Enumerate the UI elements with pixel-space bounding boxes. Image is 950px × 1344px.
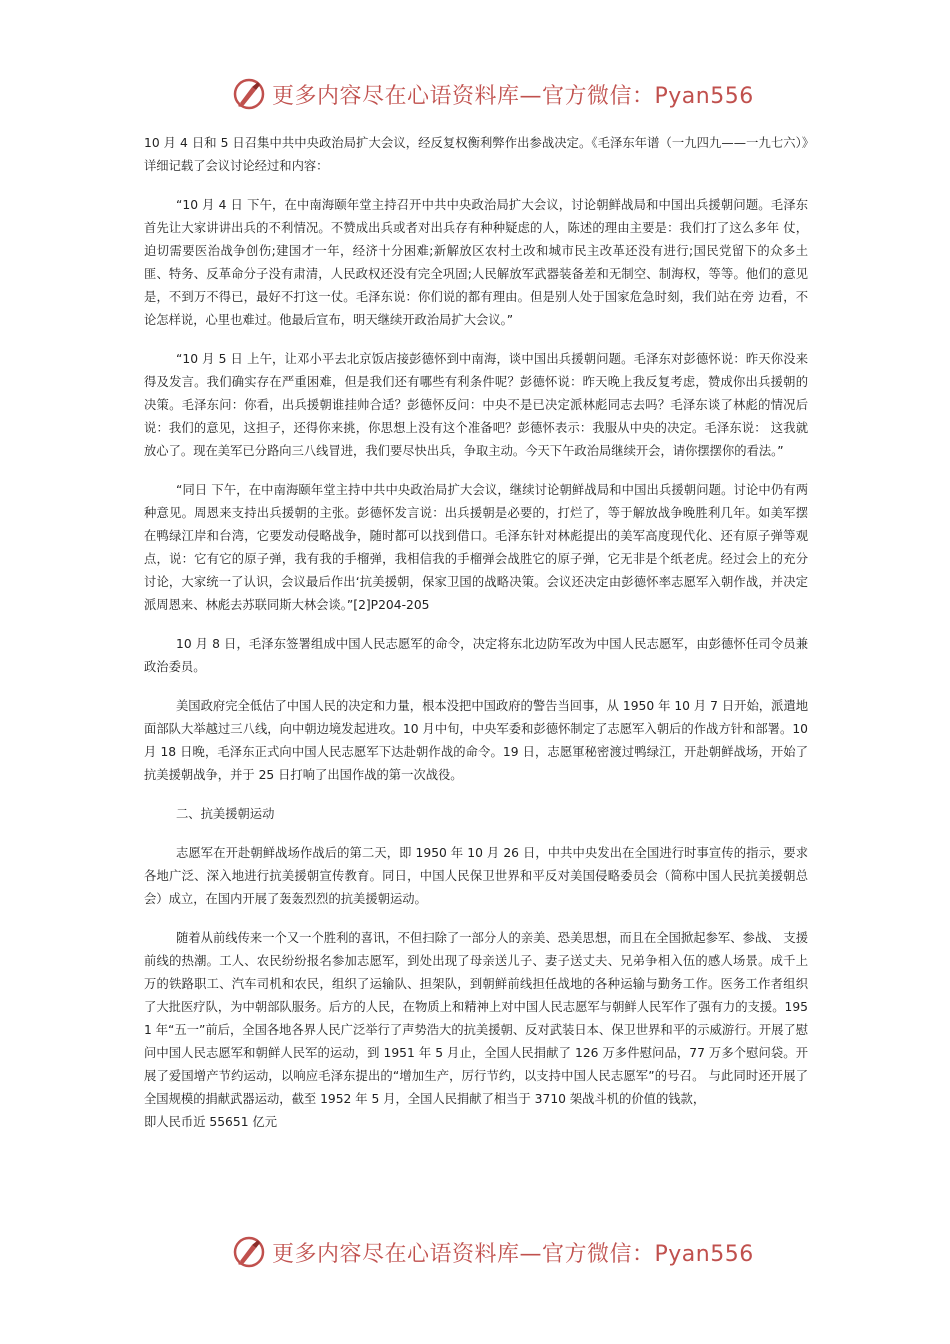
watermark-text: 更多内容尽在心语资料库—官方微信：Pyan556 [272,1242,754,1267]
paragraph-quote-oct5-afternoon: “同日 下午，在中南海颐年堂主持中共中央政治局扩大会议，继续讨论朝鲜战局和中国出兵援朝问题。讨论中仍有两种意见。周恩来支持出兵援朝的主张。彭德怀发言说：出兵援朝是必要的，打烂了，等于解放战争晚胜利几年。如美军摆在鸭绿江岸和台湾，它要发动侵略战争，随时都可以找到借口。毛泽东针对林彪提出的美军高度现代化、还有原子弹等观点，说：它有它的原子弹，我有我的手榴弹，我相信我的手榴弹会战胜它的原子弹，它无非是个纸老虎。经过会上的充分讨论，大家统一了认识，会议最后作出‘抗美援朝，保家卫国的战略决策。会议还决定由彭德怀率志愿军入朝作战，并决定派周恩来、林彪去苏联同斯大林会谈。”[2]P204-205 [144,483,808,612]
paragraph-oct8: 10 月 8 日，毛泽东签署组成中国人民志愿军的命令，决定将东北边防军改为中国人民志愿军，由彭德怀任司令员兼政治委员。 [144,637,808,674]
paragraph-quote-oct4: “10 月 4 日 下午，在中南海颐年堂主持召开中共中央政治局扩大会议，讨论朝鲜战局和中国出兵援朝问题。毛泽东首先让大家讲讲出兵的不利情况。不赞成出兵或者对出兵存有种种疑虑的人，陈述的理由主要是：我们打了这么多年 仗，迫切需要医治战争创伤;建国才一年，经济十分困难;新解放区农村土改和城市民主改革还没有进行;国民党留下的众多土匪、特务、反革命分子没有肃清，人民政权还没有完全巩固;人民解放军武器装备差和无制空、制海权，等等。他们的意见是，不到万不得已，最好不打这一仗。毛泽东说：你们说的都有理由。但是别人处于国家危急时刻，我们站在旁 边看，不论怎样说，心里也难过。他最后宣布，明天继续开政治局扩大会议。” [144,198,808,327]
paragraph-quote-oct5-morning: “10 月 5 日 上午，让邓小平去北京饭店接彭德怀到中南海，谈中国出兵援朝问题。毛泽东对彭德怀说：昨天你没来得及发言。我们确实存在严重困难，但是我们还有哪些有利条件呢？彭德怀说：昨天晚上我反复考虑，赞成你出兵援朝的决策。毛泽东问：你看，出兵援朝谁挂帅合适？彭德怀反问：中央不是已决定派林彪同志去吗？毛泽东谈了林彪的情况后说：我们的意见，这担子，还得你来挑，你思想上没有这个准备吧？彭德怀表示：我服从中央的决定。毛泽东说： 这我就放心了。现在美军已分路向三八线冒进，我们要尽快出兵，争取主动。今天下午政治局继续开会，请你摆摆你的看法。” [144,352,808,458]
watermark-footer [0,1232,950,1272]
watermark-header [0,74,950,114]
paragraph-us-advance: 美国政府完全低估了中国人民的决定和力量，根本没把中国政府的警告当回事，从 1950 年 10 月 7 日开始，派遣地面部队大举越过三八线，向中朝边境发起进攻。10 月中旬，中央军委和彭德怀制定了志愿军入朝后的作战方针和部署。10 月 18 日晚，毛泽东正式向中国人民志愿军下达赴朝作战的命令。19 日，志愿軍秘密渡过鸭绿江，开赴朝鲜战场，开始了抗美援朝战争，并于 25 日打响了出国作战的第一次战役。 [144,699,808,782]
brush-logo-icon [232,1235,266,1269]
paragraph-campaign-start: 志愿军在开赴朝鲜战场作战后的第二天，即 1950 年 10 月 26 日，中共中央发出在全国进行时事宣传的指示，要求各地广泛、深入地进行抗美援朝宣传教育。同日，中国人民保卫世界和平反对美国侵略委员会（简称中国人民抗美援朝总会）成立，在国内开展了轰轰烈烈的抗美援朝运动。 [144,846,808,906]
paragraph-rmb-total: 即人民币近 55651 亿元 [144,1115,278,1129]
section-heading: 二、抗美援朝运动 [176,807,275,821]
brush-logo-icon [232,77,266,111]
watermark-text: 更多内容尽在心语资料库—官方微信：Pyan556 [272,84,754,109]
document-body [144,132,808,1134]
paragraph-intro: 10 月 4 日和 5 日召集中共中央政治局扩大会议，经反复权衡利弊作出参战决定。《毛泽东年谱（一九四九——一九七六）》详细记载了会议讨论经过和内容： [144,136,808,173]
paragraph-campaign-support: 随着从前线传来一个又一个胜利的喜讯，不但扫除了一部分人的亲美、恐美思想，而且在全国掀起参军、参战、 支援前线的热潮。工人、农民纷纷报名参加志愿军，到处出现了母亲送儿子、妻子送丈夫、兄弟争相入伍的感人场景。成千上万的铁路职工、汽车司机和农民，组织了运输队、担架队，到朝鲜前线担任战地的各种运输与勤务工作。医务工作者组织了大批医疗队，为中朝部队服务。后方的人民，在物质上和精神上对中国人民志愿军与朝鲜人民军作了强有力的支援。1951 年“五一”前后，全国各地各界人民广泛举行了声势浩大的抗美援朝、反对武装日本、保卫世界和平的示威游行。开展了慰问中国人民志愿军和朝鲜人民军的运动，到 1951 年 5 月止，全国人民捐献了 126 万多件慰问品，77 万多个慰问袋。开展了爱国增产节约运动，以响应毛泽东提出的“增加生产，厉行节约，以支持中国人民志愿军”的号召。 与此同时还开展了全国规模的捐献武器运动，截至 1952 年 5 月，全国人民捐献了相当于 3710 架战斗机的价值的钱款， [144,931,808,1106]
